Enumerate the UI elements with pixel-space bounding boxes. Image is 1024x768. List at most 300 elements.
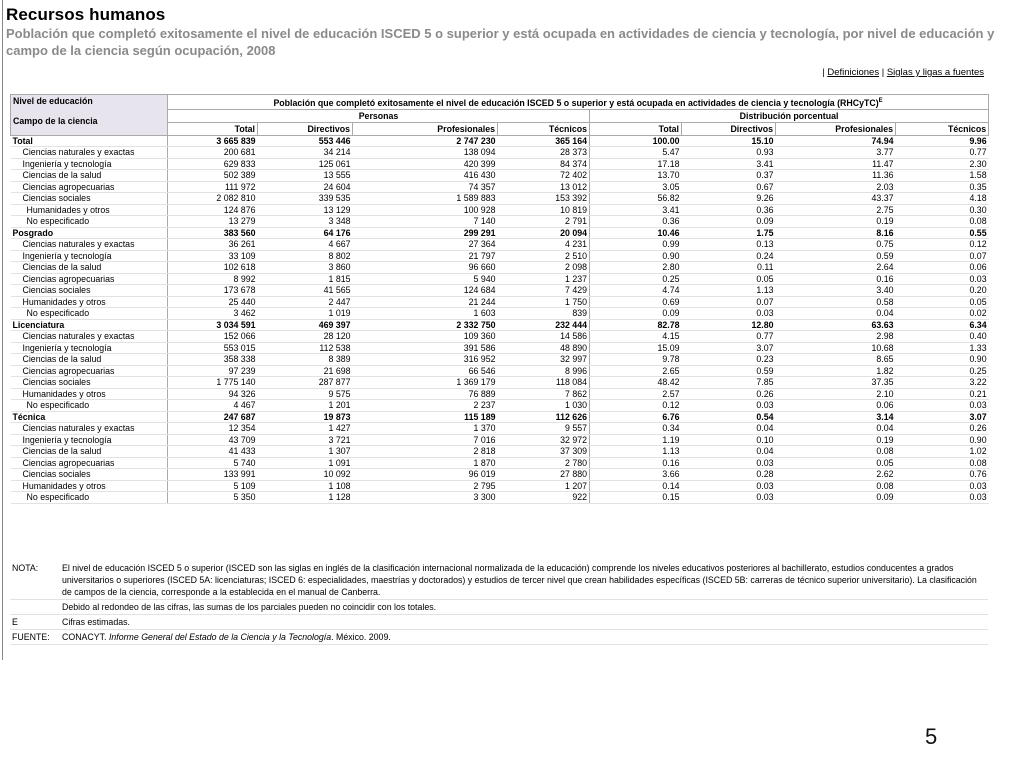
table-cell: 13 279 — [168, 216, 258, 228]
table-cell: 2 791 — [498, 216, 590, 228]
column-header: Técnicos — [896, 122, 989, 135]
table-cell: 24 604 — [258, 181, 353, 193]
table-cell: 2 780 — [498, 457, 590, 469]
table-cell: 0.12 — [590, 400, 682, 412]
table-cell: 3.66 — [590, 469, 682, 481]
table-cell: 629 833 — [168, 158, 258, 170]
table-cell: 2 082 810 — [168, 193, 258, 205]
column-header: Profesionales — [776, 122, 896, 135]
table-cell: 3.14 — [776, 411, 896, 423]
table-cell: 0.04 — [776, 423, 896, 435]
table-cell: 0.04 — [682, 446, 776, 458]
table-row — [11, 239, 989, 251]
table-cell: 34 214 — [258, 147, 353, 159]
table-cell: 0.40 — [896, 331, 989, 343]
table-cell: 5 740 — [168, 457, 258, 469]
table-cell: 4.18 — [896, 193, 989, 205]
table-cell: 48.42 — [590, 377, 682, 389]
table-cell: 4 231 — [498, 239, 590, 251]
table-cell: 33 109 — [168, 250, 258, 262]
data-table — [10, 94, 989, 504]
table-row — [11, 147, 989, 159]
table-cell: 1 815 — [258, 273, 353, 285]
table-cell: 15.10 — [682, 135, 776, 147]
table-cell: 0.05 — [896, 296, 989, 308]
table-cell: 1 108 — [258, 480, 353, 492]
table-cell: 5.47 — [590, 147, 682, 159]
table-cell: 1.33 — [896, 342, 989, 354]
table-cell: 0.15 — [590, 492, 682, 504]
table-cell: 0.05 — [776, 457, 896, 469]
source-row — [10, 630, 988, 645]
note-row — [10, 615, 988, 630]
source-key: FUENTE: — [10, 630, 60, 645]
table-cell: 3.22 — [896, 377, 989, 389]
table-cell: 36 261 — [168, 239, 258, 251]
table-row — [11, 446, 989, 458]
row-label: Ciencias de la salud — [11, 262, 168, 274]
table-cell: 0.06 — [896, 262, 989, 274]
table-cell: 21 698 — [258, 365, 353, 377]
row-label: No especificado — [11, 216, 168, 228]
table-group-row — [11, 135, 989, 147]
table-row — [11, 158, 989, 170]
table-cell: 232 444 — [498, 319, 590, 331]
table-cell: 3 300 — [353, 492, 498, 504]
table-cell: 391 586 — [353, 342, 498, 354]
row-label: Ciencias naturales y exactas — [11, 423, 168, 435]
table-cell: 4 467 — [168, 400, 258, 412]
table-cell: 82.78 — [590, 319, 682, 331]
table-group-row — [11, 319, 989, 331]
row-label: Ciencias sociales — [11, 285, 168, 297]
table-cell: 0.90 — [590, 250, 682, 262]
row-label: Ciencias de la salud — [11, 446, 168, 458]
table-cell: 420 399 — [353, 158, 498, 170]
row-label: Humanidades y otros — [11, 204, 168, 216]
table-cell: 0.54 — [682, 411, 776, 423]
table-cell: 112 626 — [498, 411, 590, 423]
table-cell: 0.09 — [590, 308, 682, 320]
table-cell: 25 440 — [168, 296, 258, 308]
table-cell: 358 338 — [168, 354, 258, 366]
table-cell: 125 061 — [258, 158, 353, 170]
row-label: Total — [11, 135, 168, 147]
table-cell: 102 618 — [168, 262, 258, 274]
table-cell: 1 370 — [353, 423, 498, 435]
header-main-title — [168, 95, 989, 110]
row-label: Ingeniería y tecnología — [11, 342, 168, 354]
table-row — [11, 400, 989, 412]
row-label: No especificado — [11, 308, 168, 320]
table-cell: 0.67 — [682, 181, 776, 193]
table-cell: 0.24 — [682, 250, 776, 262]
row-label: Posgrado — [11, 227, 168, 239]
table-cell: 7 140 — [353, 216, 498, 228]
table-cell: 4.74 — [590, 285, 682, 297]
row-label: No especificado — [11, 400, 168, 412]
table-cell: 2.10 — [776, 388, 896, 400]
table-cell: 8 992 — [168, 273, 258, 285]
table-cell: 0.03 — [896, 400, 989, 412]
table-cell: 13.70 — [590, 170, 682, 182]
column-header: Total — [590, 122, 682, 135]
table-cell: 138 094 — [353, 147, 498, 159]
table-cell: 100.00 — [590, 135, 682, 147]
table-cell: 2.98 — [776, 331, 896, 343]
table-row — [11, 204, 989, 216]
table-cell: 9.26 — [682, 193, 776, 205]
note-row — [10, 561, 988, 600]
table-cell: 0.36 — [682, 204, 776, 216]
table-cell: 0.36 — [590, 216, 682, 228]
table-cell: 1 091 — [258, 457, 353, 469]
table-cell: 0.08 — [896, 457, 989, 469]
row-label: Ciencias de la salud — [11, 170, 168, 182]
table-cell: 111 972 — [168, 181, 258, 193]
table-cell: 7 429 — [498, 285, 590, 297]
row-label: Ciencias naturales y exactas — [11, 239, 168, 251]
table-cell: 8.16 — [776, 227, 896, 239]
table-cell: 5 940 — [353, 273, 498, 285]
table-cell: 72 402 — [498, 170, 590, 182]
table-cell: 74 357 — [353, 181, 498, 193]
table-cell: 1 201 — [258, 400, 353, 412]
table-cell: 0.26 — [682, 388, 776, 400]
header-level-field — [11, 95, 168, 136]
table-cell: 9.78 — [590, 354, 682, 366]
page-number: 5 — [925, 724, 938, 749]
table-cell: 76 889 — [353, 388, 498, 400]
table-cell: 0.06 — [776, 400, 896, 412]
table-cell: 1.02 — [896, 446, 989, 458]
table-cell: 21 797 — [353, 250, 498, 262]
table-cell: 7.85 — [682, 377, 776, 389]
row-label: Licenciatura — [11, 319, 168, 331]
table-row — [11, 250, 989, 262]
table-cell: 2 510 — [498, 250, 590, 262]
table-cell: 1 237 — [498, 273, 590, 285]
table-cell: 0.04 — [776, 308, 896, 320]
table-cell: 2.30 — [896, 158, 989, 170]
table-cell: 7 862 — [498, 388, 590, 400]
header-distribucion: Distribución porcentual — [590, 109, 989, 122]
table-cell: 0.08 — [776, 480, 896, 492]
table-cell: 21 244 — [353, 296, 498, 308]
table-cell: 0.21 — [896, 388, 989, 400]
table-cell: 0.03 — [896, 273, 989, 285]
table-cell: 13 012 — [498, 181, 590, 193]
table-cell: 118 084 — [498, 377, 590, 389]
table-cell: 1 307 — [258, 446, 353, 458]
table-row — [11, 331, 989, 343]
table-cell: 6.76 — [590, 411, 682, 423]
table-cell: 27 364 — [353, 239, 498, 251]
row-label: Ciencias agropecuarias — [11, 365, 168, 377]
column-header: Técnicos — [498, 122, 590, 135]
table-row — [11, 296, 989, 308]
table-cell: 64 176 — [258, 227, 353, 239]
table-cell: 339 535 — [258, 193, 353, 205]
table-cell: 3.07 — [682, 342, 776, 354]
row-label: Ingeniería y tecnología — [11, 434, 168, 446]
table-cell: 0.03 — [682, 308, 776, 320]
table-cell: 1.75 — [682, 227, 776, 239]
table-cell: 0.02 — [896, 308, 989, 320]
row-label: Ciencias naturales y exactas — [11, 331, 168, 343]
table-cell: 2 447 — [258, 296, 353, 308]
table-cell: 32 997 — [498, 354, 590, 366]
table-cell: 0.35 — [896, 181, 989, 193]
table-cell: 13 129 — [258, 204, 353, 216]
table-cell: 48 890 — [498, 342, 590, 354]
table-cell: 922 — [498, 492, 590, 504]
table-cell: 5 109 — [168, 480, 258, 492]
left-divider — [2, 0, 3, 660]
table-cell: 96 660 — [353, 262, 498, 274]
table-cell: 0.77 — [682, 331, 776, 343]
row-label: Ciencias agropecuarias — [11, 457, 168, 469]
table-cell: 2 332 750 — [353, 319, 498, 331]
page-title: Recursos humanos — [6, 5, 166, 24]
table-cell: 2.57 — [590, 388, 682, 400]
table-row — [11, 377, 989, 389]
header-personas: Personas — [168, 109, 590, 122]
table-cell: 66 546 — [353, 365, 498, 377]
table-row — [11, 342, 989, 354]
table-cell: 0.05 — [682, 273, 776, 285]
table-cell: 3 034 591 — [168, 319, 258, 331]
definiciones-link[interactable]: Definiciones — [827, 67, 880, 78]
table-row — [11, 308, 989, 320]
table-cell: 0.76 — [896, 469, 989, 481]
table-cell: 416 430 — [353, 170, 498, 182]
table-cell: 0.77 — [896, 147, 989, 159]
table-group-row — [11, 227, 989, 239]
table-cell: 383 560 — [168, 227, 258, 239]
table-cell: 287 877 — [258, 377, 353, 389]
table-cell: 469 397 — [258, 319, 353, 331]
row-label: Ciencias sociales — [11, 193, 168, 205]
header-main-title-text: Población que completó exitosamente el nivel de educación ISCED 5 o superior y está ocupada en actividades de ciencia y tecnología (RHCyTC) — [273, 97, 879, 108]
table-cell: 2 795 — [353, 480, 498, 492]
table-cell: 0.04 — [682, 423, 776, 435]
table-cell: 14 586 — [498, 331, 590, 343]
table-cell: 0.90 — [896, 354, 989, 366]
column-header: Profesionales — [353, 122, 498, 135]
table-cell: 0.03 — [896, 480, 989, 492]
table-cell: 100 928 — [353, 204, 498, 216]
row-label: Ciencias agropecuarias — [11, 273, 168, 285]
table-cell: 12 354 — [168, 423, 258, 435]
table-row — [11, 480, 989, 492]
table-cell: 6.34 — [896, 319, 989, 331]
table-row — [11, 469, 989, 481]
table-cell: 1 870 — [353, 457, 498, 469]
table-cell: 2 747 230 — [353, 135, 498, 147]
note-row — [10, 600, 988, 615]
table-cell: 112 538 — [258, 342, 353, 354]
table-cell: 37.35 — [776, 377, 896, 389]
table-cell: 0.55 — [896, 227, 989, 239]
table-cell: 200 681 — [168, 147, 258, 159]
note-text: Debido al redondeo de las cifras, las sumas de los parciales pueden no coincidir con los totales. — [60, 600, 988, 615]
table-cell: 115 189 — [353, 411, 498, 423]
table-cell: 0.08 — [896, 216, 989, 228]
table-cell: 133 991 — [168, 469, 258, 481]
note-text: El nivel de educación ISCED 5 o superior (ISCED son las siglas en inglés de la clasificación internacional normalizada de la educación) comprende los niveles educativos posteriores al bachillerato, estudios conducentes a grados universitarios o superiores (ISCED 5A: licenciaturas; ISCED 6: especialidades, maestrías y doctorados) y estudios de tercer nivel que crean habilidades específicas (ISCED 5B: carreras de técnico superior universitario). La clasificación de campos de la ciencia, corresponde a la establecida en el manual de Canberra. — [60, 561, 988, 600]
table-cell: 3.41 — [682, 158, 776, 170]
table-row — [11, 365, 989, 377]
table-cell: 0.37 — [682, 170, 776, 182]
table-cell: 0.30 — [896, 204, 989, 216]
row-label: Técnica — [11, 411, 168, 423]
table-cell: 553 446 — [258, 135, 353, 147]
table-cell: 2.80 — [590, 262, 682, 274]
table-cell: 9 557 — [498, 423, 590, 435]
table-cell: 1 750 — [498, 296, 590, 308]
table-cell: 1 128 — [258, 492, 353, 504]
table-cell: 9 575 — [258, 388, 353, 400]
table-cell: 153 392 — [498, 193, 590, 205]
table-cell: 37 309 — [498, 446, 590, 458]
source-title: Informe General del Estado de la Ciencia y la Tecnología — [108, 632, 332, 642]
table-cell: 0.59 — [776, 250, 896, 262]
table-cell: 9.96 — [896, 135, 989, 147]
table-cell: 3.40 — [776, 285, 896, 297]
table-cell: 10 819 — [498, 204, 590, 216]
reference-links — [822, 67, 984, 78]
table-row — [11, 388, 989, 400]
table-cell: 1.58 — [896, 170, 989, 182]
table-cell: 2 818 — [353, 446, 498, 458]
links-separator: | — [822, 67, 825, 78]
page-subtitle: Población que completó exitosamente el nivel de educación ISCED 5 o superior y está ocupada en actividades de ciencia y tecnología, por nivel de educación y campo de la ciencia según ocupación, 2008 — [6, 26, 995, 58]
table-cell: 56.82 — [590, 193, 682, 205]
row-label: Ingeniería y tecnología — [11, 158, 168, 170]
table-cell: 97 239 — [168, 365, 258, 377]
row-label: Humanidades y otros — [11, 296, 168, 308]
table-cell: 3.05 — [590, 181, 682, 193]
table-row — [11, 170, 989, 182]
table-cell: 299 291 — [353, 227, 498, 239]
column-header: Directivos — [258, 122, 353, 135]
table-cell: 0.11 — [682, 262, 776, 274]
table-cell: 0.10 — [682, 434, 776, 446]
table-cell: 63.63 — [776, 319, 896, 331]
table-cell: 0.99 — [590, 239, 682, 251]
header-nivel: Nivel de educación — [13, 96, 93, 106]
table-cell: 0.13 — [682, 239, 776, 251]
table-cell: 0.08 — [776, 446, 896, 458]
table-cell: 173 678 — [168, 285, 258, 297]
table-cell: 316 952 — [353, 354, 498, 366]
row-label: Ciencias agropecuarias — [11, 181, 168, 193]
table-cell: 15.09 — [590, 342, 682, 354]
note-key — [10, 600, 60, 615]
table-cell: 5 350 — [168, 492, 258, 504]
table-cell: 27 880 — [498, 469, 590, 481]
table-cell: 2.03 — [776, 181, 896, 193]
header-campo: Campo de la ciencia — [13, 116, 98, 126]
siglas-link[interactable]: Siglas y ligas a fuentes — [886, 67, 984, 78]
source-prefix: CONACYT. — [62, 632, 109, 642]
table-cell: 1 369 179 — [353, 377, 498, 389]
row-label: Ciencias de la salud — [11, 354, 168, 366]
table-cell: 0.59 — [682, 365, 776, 377]
table-cell: 3.77 — [776, 147, 896, 159]
table-cell: 3 462 — [168, 308, 258, 320]
table-cell: 839 — [498, 308, 590, 320]
table-cell: 11.47 — [776, 158, 896, 170]
source-suffix: . México. 2009. — [331, 632, 391, 642]
table-cell: 0.09 — [776, 492, 896, 504]
table-cell: 365 164 — [498, 135, 590, 147]
table-row — [11, 193, 989, 205]
table-cell: 0.03 — [682, 492, 776, 504]
table-cell: 43.37 — [776, 193, 896, 205]
table-cell: 0.25 — [896, 365, 989, 377]
table-cell: 2.64 — [776, 262, 896, 274]
note-text: Cifras estimadas. — [60, 615, 988, 630]
table-cell: 32 972 — [498, 434, 590, 446]
table-cell: 1.13 — [590, 446, 682, 458]
row-label: Humanidades y otros — [11, 388, 168, 400]
table-row — [11, 216, 989, 228]
table-cell: 1 775 140 — [168, 377, 258, 389]
table-row — [11, 285, 989, 297]
table-cell: 7 016 — [353, 434, 498, 446]
table-cell: 4 667 — [258, 239, 353, 251]
table-cell: 0.07 — [682, 296, 776, 308]
table-cell: 0.03 — [682, 457, 776, 469]
row-label: Ciencias sociales — [11, 469, 168, 481]
table-cell: 0.93 — [682, 147, 776, 159]
table-cell: 2.75 — [776, 204, 896, 216]
table-cell: 3 721 — [258, 434, 353, 446]
table-cell: 502 389 — [168, 170, 258, 182]
table-cell: 28 120 — [258, 331, 353, 343]
table-cell: 1 207 — [498, 480, 590, 492]
row-label: Ciencias sociales — [11, 377, 168, 389]
table-cell: 10.46 — [590, 227, 682, 239]
table-cell: 0.25 — [590, 273, 682, 285]
column-header: Total — [168, 122, 258, 135]
table-cell: 3.41 — [590, 204, 682, 216]
table-cell: 0.16 — [776, 273, 896, 285]
column-header: Directivos — [682, 122, 776, 135]
table-cell: 0.28 — [682, 469, 776, 481]
table-row — [11, 354, 989, 366]
table-cell: 1 030 — [498, 400, 590, 412]
table-cell: 11.36 — [776, 170, 896, 182]
row-label: Ingeniería y tecnología — [11, 250, 168, 262]
table-row — [11, 273, 989, 285]
table-cell: 3 860 — [258, 262, 353, 274]
table-cell: 10.68 — [776, 342, 896, 354]
table-cell: 41 433 — [168, 446, 258, 458]
table-cell: 2.62 — [776, 469, 896, 481]
table-cell: 152 066 — [168, 331, 258, 343]
table-cell: 3 665 839 — [168, 135, 258, 147]
table-cell: 1 603 — [353, 308, 498, 320]
table-cell: 4.15 — [590, 331, 682, 343]
table-cell: 0.26 — [896, 423, 989, 435]
table-cell: 8 996 — [498, 365, 590, 377]
table-cell: 19 873 — [258, 411, 353, 423]
row-label: Humanidades y otros — [11, 480, 168, 492]
table-cell: 0.03 — [682, 400, 776, 412]
